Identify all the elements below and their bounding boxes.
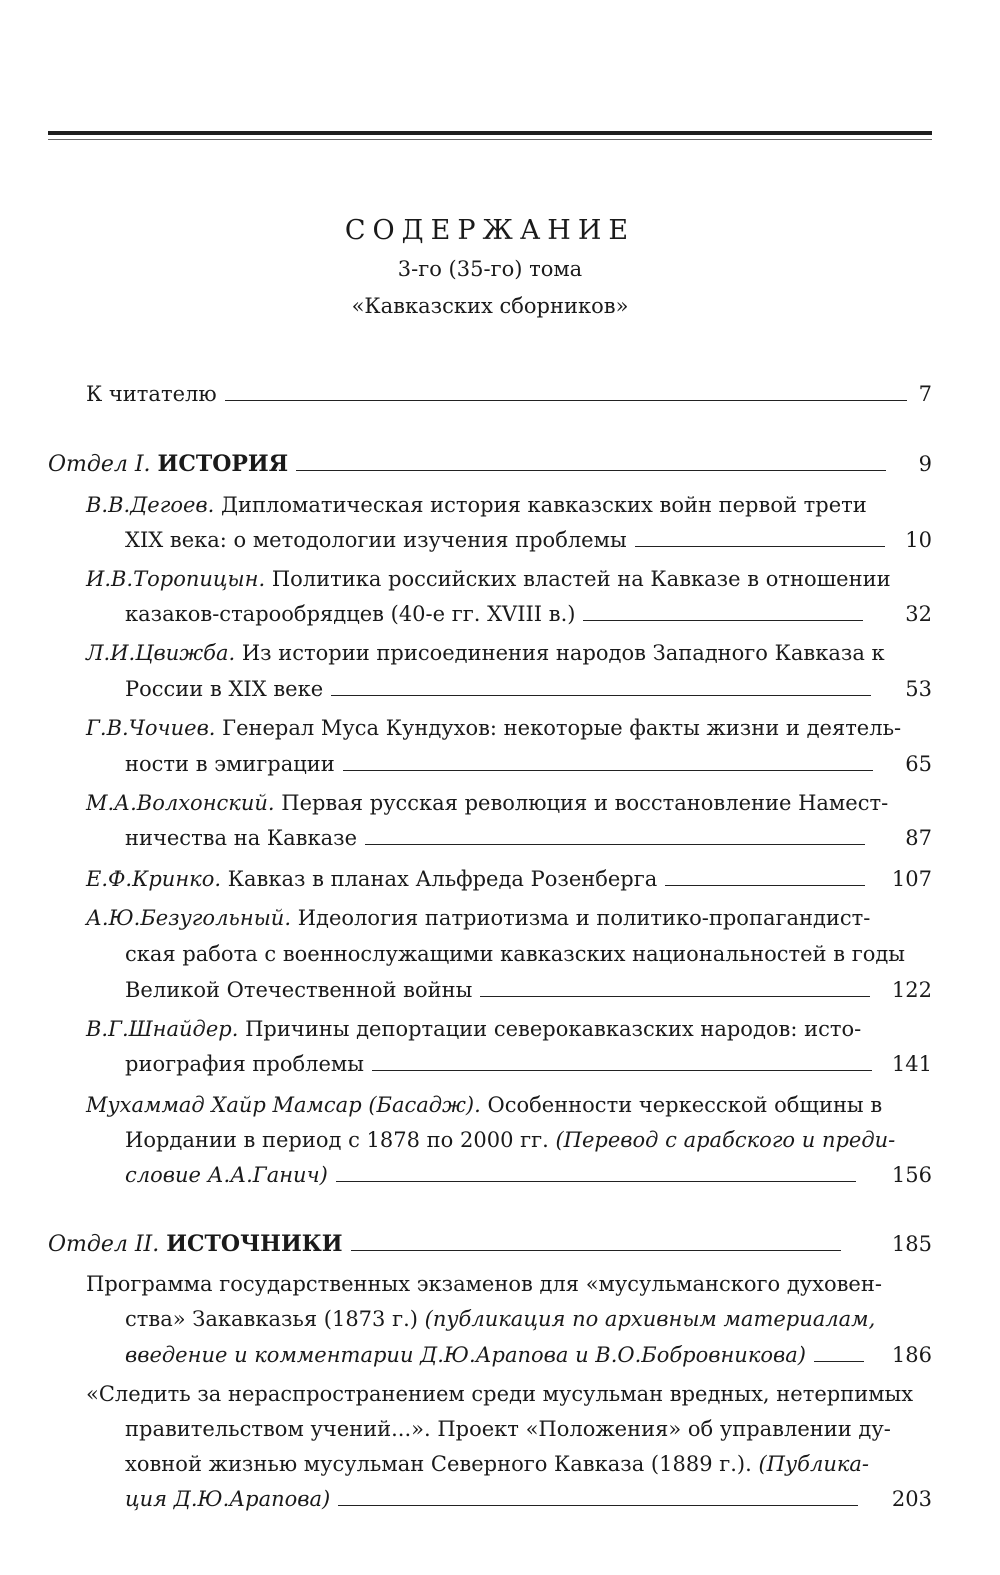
toc-entry[interactable]: И.В.Торопицын. Политика российских властей на Кавказе в отношении [86,567,891,591]
page-number: 9 [918,452,932,476]
page-number: 107 [891,867,932,891]
page-number: 87 [905,826,932,850]
toc-entry-cont: словие А.А.Ганич) [125,1162,864,1188]
toc-entry[interactable]: Программа государственных экзаменов для «мусульманского духовен- [86,1272,882,1296]
toc-entry-cont: ности в эмиграции [125,751,881,777]
toc-entry-cont: правительством учений...». Проект «Положения» об управлении ду- [125,1417,891,1441]
toc-entry-cont: ховной жизнью мусульман Северного Кавказа (1889 г.). (Публика- [125,1452,870,1476]
subtitle-volume: 3-го (35-го) тома [397,257,583,281]
toc-entry-cont: России в XIX веке [125,676,879,702]
toc-entry-cont: ства» Закавказья (1873 г.) (публикация по архивным материалам, [125,1307,876,1331]
toc-entry[interactable]: Л.И.Цвижба. Из истории присоединения народов Западного Кавказа к [86,641,885,665]
toc-entry[interactable]: М.А.Волхонский. Первая русская революция и восстановление Намест- [86,791,889,815]
page-number: 186 [891,1343,932,1367]
leader-line [296,470,886,471]
toc-entry[interactable]: В.В.Дегоев. Дипломатическая история кавказских войн первой трети [86,493,867,517]
page-number: 203 [891,1487,932,1511]
leader-line [814,1361,864,1362]
leader-line [365,844,865,845]
page-number: 10 [905,528,932,552]
toc-entry[interactable]: А.Ю.Безугольный. Идеология патриотизма и политико-пропагандист- [86,906,871,930]
leader-line [331,695,871,696]
toc-entry-cont: Великой Отечественной войны [125,977,878,1003]
toc-entry-intro[interactable]: К читателю [86,381,915,407]
toc-entry-cont: XIX века: о методологии изучения проблемы [125,527,893,553]
toc-entry-cont: ская работа с военнослужащими кавказских национальностей в годы [125,942,906,966]
toc-entry-cont: риография проблемы [125,1051,880,1077]
leader-line [583,620,863,621]
leader-line [351,1250,841,1251]
toc-entry[interactable]: Мухаммад Хайр Мамсар (Басадж). Особенности черкесской общины в [86,1093,883,1117]
leader-line [225,400,907,401]
toc-entry[interactable]: Г.В.Чочиев. Генерал Муса Кундухов: некоторые факты жизни и деятель- [86,716,902,740]
leader-line [665,885,865,886]
toc-entry-cont: ция Д.Ю.Арапова) [125,1486,866,1512]
page-number: 32 [905,602,932,626]
toc-entry[interactable]: В.Г.Шнайдер. Причины депортации северокавказских народов: исто- [86,1017,862,1041]
leader-line [635,546,885,547]
page-number: 53 [905,677,932,701]
leader-line [372,1070,872,1071]
section-heading-sources[interactable]: Отдел II. ИСТОЧНИКИ [48,1231,849,1258]
subtitle-series: «Кавказских сборников» [351,294,629,318]
page-number: 65 [905,752,932,776]
page-title: СОДЕРЖАНИЕ [344,215,636,246]
page-number: 141 [891,1052,932,1076]
toc-entry[interactable]: Е.Ф.Кринко. Кавказ в планах Альфреда Розенберга [86,866,873,892]
toc-entry-cont: казаков-старообрядцев (40-е гг. XVIII в.) [125,601,871,627]
page-number: 7 [918,382,932,406]
section-heading-history[interactable]: Отдел I. ИСТОРИЯ [48,451,894,478]
page-number: 122 [891,978,932,1002]
toc-entry-cont: введение и комментарии Д.Ю.Арапова и В.О.Бобровникова) [125,1342,872,1368]
page-number: 156 [891,1163,932,1187]
toc-entry[interactable]: «Следить за нераспространением среди мусульман вредных, нетерпимых [86,1382,914,1406]
leader-line [338,1505,858,1506]
page-number: 185 [891,1232,932,1256]
toc-entry-cont: ничества на Кавказе [125,825,873,851]
leader-line [343,770,873,771]
leader-line [480,996,870,997]
toc-entry-cont: Иордании в период с 1878 по 2000 гг. (Перевод с арабского и преди- [125,1128,896,1152]
leader-line [336,1181,856,1182]
